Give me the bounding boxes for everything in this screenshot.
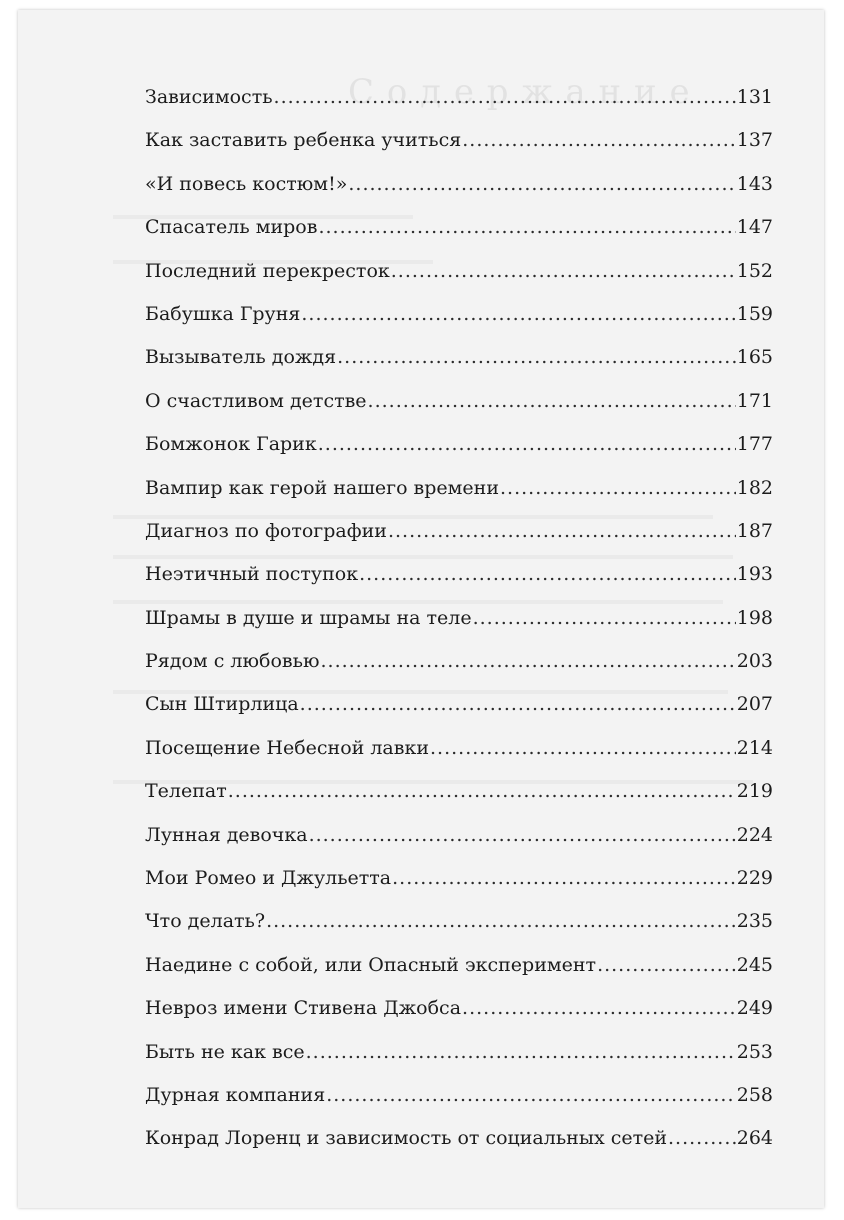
dot-leader — [388, 510, 736, 553]
entry-page-number: 159 — [736, 302, 773, 325]
dot-leader — [473, 597, 736, 640]
dot-leader — [668, 1117, 736, 1160]
toc-entry — [145, 553, 773, 596]
dot-leader — [320, 640, 735, 683]
toc-entry — [145, 683, 773, 726]
entry-page-number: 219 — [736, 780, 773, 803]
dot-leader — [228, 770, 736, 813]
entry-title: Посещение Небесной лавки — [145, 736, 429, 759]
toc-entry — [145, 423, 773, 466]
entry-page-number: 235 — [736, 910, 773, 933]
dot-leader — [300, 683, 736, 726]
entry-title: Шрамы в душе и шрамы на теле — [145, 606, 472, 629]
dot-leader — [306, 1031, 736, 1074]
dot-leader — [430, 727, 736, 770]
toc-entry — [145, 857, 773, 900]
dot-leader — [462, 987, 736, 1030]
entry-page-number: 165 — [736, 346, 773, 369]
entry-page-number: 253 — [736, 1040, 773, 1063]
toc-entry — [145, 250, 773, 293]
entry-page-number: 131 — [736, 86, 773, 108]
entry-page-number: 171 — [736, 389, 773, 412]
dot-leader — [326, 1074, 736, 1117]
entry-title: Лунная девочка — [145, 823, 308, 846]
entry-title: Что делать? — [145, 910, 266, 933]
dot-leader — [266, 900, 736, 943]
toc-entry — [145, 597, 773, 640]
entry-title: О счастливом детстве — [145, 389, 367, 412]
entry-title: Бомжонок Гарик — [145, 433, 317, 456]
entry-page-number: 249 — [736, 997, 773, 1020]
toc-entry — [145, 1031, 773, 1074]
entry-page-number: 147 — [736, 216, 773, 239]
dot-leader — [301, 293, 735, 336]
entry-page-number: 137 — [736, 129, 773, 152]
entry-title: Мои Ромео и Джульетта — [145, 867, 392, 890]
entry-page-number: 143 — [736, 172, 773, 195]
dot-leader — [462, 119, 735, 162]
toc-entry — [145, 944, 773, 987]
entry-title: Сын Штирлица — [145, 693, 299, 716]
entry-title: Спасатель миров — [145, 216, 318, 239]
toc-entry — [145, 119, 773, 162]
dot-leader — [597, 944, 736, 987]
entry-page-number: 214 — [736, 736, 773, 759]
toc-entry — [145, 336, 773, 379]
book-page — [18, 10, 824, 1208]
toc-entry — [145, 640, 773, 683]
toc-entry — [145, 163, 773, 206]
entry-title: Конрад Лоренц и зависимость от социальных сетей — [145, 1127, 668, 1150]
toc-entry — [145, 987, 773, 1030]
toc-entry — [145, 770, 773, 813]
toc-entry — [145, 380, 773, 423]
entry-page-number: 187 — [736, 519, 773, 542]
dot-leader — [318, 423, 736, 466]
dot-leader — [318, 206, 735, 249]
entry-title: Последний перекресток — [145, 259, 390, 282]
entry-page-number: 258 — [736, 1083, 773, 1106]
dot-leader — [368, 380, 736, 423]
toc-entry — [145, 814, 773, 857]
entry-page-number: 177 — [736, 433, 773, 456]
dot-leader — [391, 250, 736, 293]
dot-leader — [309, 814, 736, 857]
dot-leader — [359, 553, 736, 596]
entry-page-number: 182 — [736, 476, 773, 499]
toc-entry — [145, 727, 773, 770]
entry-title: Телепат — [145, 780, 227, 803]
dot-leader — [274, 76, 736, 119]
dot-leader — [500, 467, 736, 510]
toc-entry — [145, 1117, 773, 1160]
entry-title: Наедине с собой, или Опасный эксперимент — [145, 953, 597, 976]
entry-title: Бабушка Груня — [145, 302, 301, 325]
entry-page-number: 264 — [736, 1127, 773, 1150]
table-of-contents — [145, 76, 773, 1161]
toc-entry — [145, 510, 773, 553]
entry-page-number: 203 — [736, 650, 773, 673]
entry-title: Рядом с любовью — [145, 650, 320, 673]
toc-entry — [145, 1074, 773, 1117]
entry-title: Как заставить ребенка учиться — [145, 129, 462, 152]
entry-title: Быть не как все — [145, 1040, 305, 1063]
entry-page-number: 198 — [736, 606, 773, 629]
entry-page-number: 224 — [736, 823, 773, 846]
toc-entry — [145, 206, 773, 249]
entry-page-number: 245 — [736, 953, 773, 976]
entry-title: Невроз имени Стивена Джобса — [145, 997, 462, 1020]
entry-title: Вампир как герой нашего времени — [145, 476, 500, 499]
entry-page-number: 152 — [736, 259, 773, 282]
toc-entry — [145, 293, 773, 336]
entry-page-number: 193 — [736, 563, 773, 586]
dot-leader — [337, 336, 736, 379]
dot-leader — [392, 857, 736, 900]
entry-title: Неэтичный поступок — [145, 563, 359, 586]
toc-entry — [145, 467, 773, 510]
entry-title: Дурная компания — [145, 1083, 326, 1106]
entry-page-number: 207 — [736, 693, 773, 716]
toc-entry — [145, 76, 773, 119]
bleed-through-heading: С о д е р ж а н и е — [348, 72, 691, 112]
entry-page-number: 229 — [736, 867, 773, 890]
entry-title: Диагноз по фотографии — [145, 519, 387, 542]
entry-title: «И повесь костюм!» — [145, 172, 348, 195]
toc-entry — [145, 900, 773, 943]
dot-leader — [348, 163, 735, 206]
entry-title: Зависимость — [145, 86, 273, 108]
entry-title: Вызыватель дождя — [145, 346, 337, 369]
